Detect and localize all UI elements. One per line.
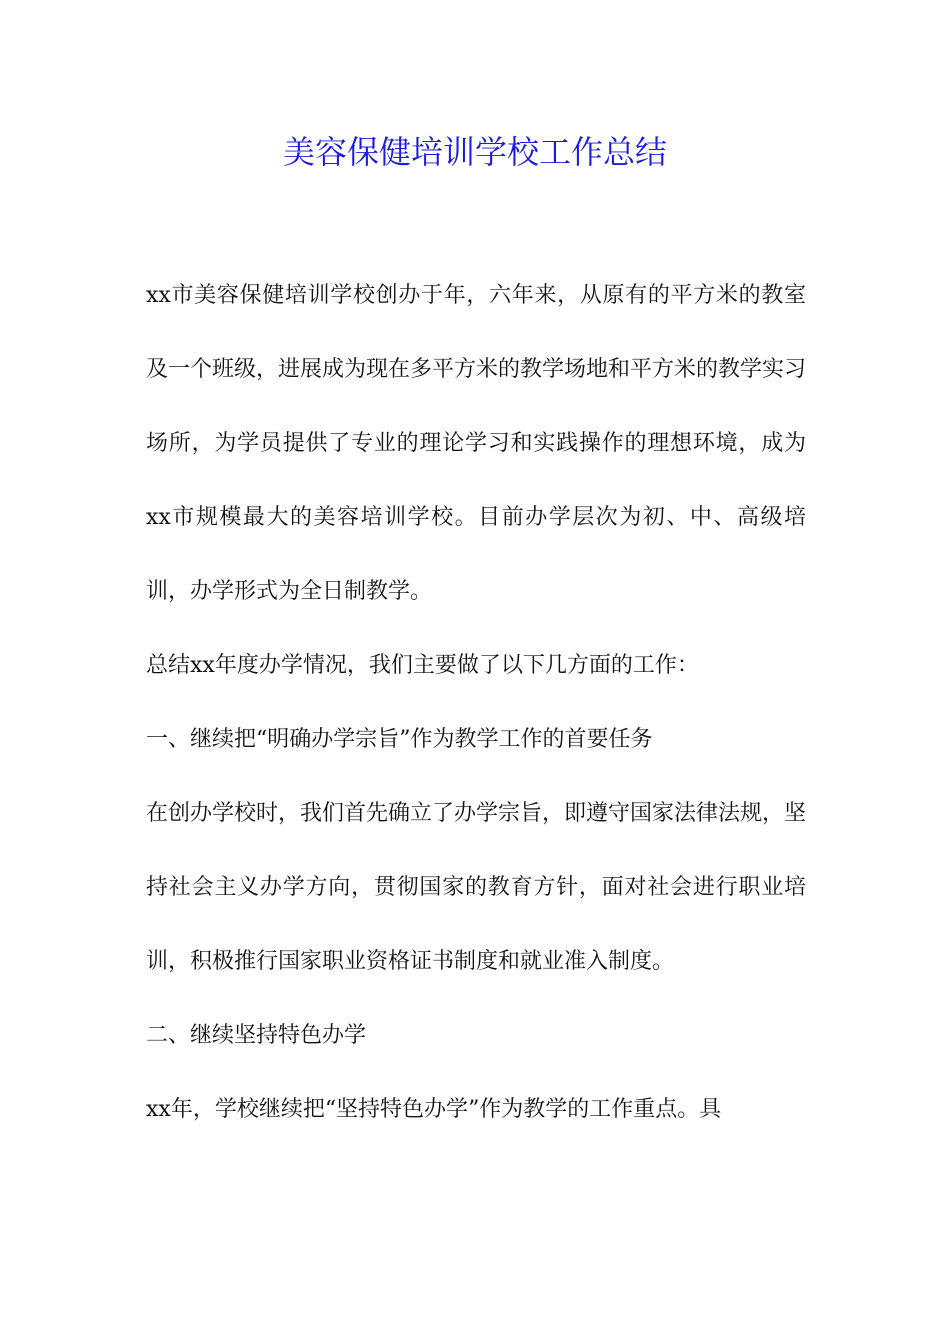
paragraph-summary: 总结xx年度办学情况，我们主要做了以下几方面的工作： <box>146 653 699 678</box>
paragraph-section-2: xx年，学校继续把“坚持特色办学”作为教学的工作重点。具 <box>146 1097 722 1122</box>
section-heading-2: 二、继续坚持特色办学 <box>146 1023 367 1048</box>
document-title: 美容保健培训学校工作总结 <box>282 133 667 171</box>
section-heading-1: 一、继续把“明确办学宗旨”作为教学工作的首要任务 <box>146 727 653 752</box>
paragraph-intro: xx市美容保健培训学校创办于年，六年来，从原有的平方米的教室及一个班级，进展成为现在多平方米的教学场地和平方米的教学实习场所，为学员提供了专业的理论学习和实践操作的理想环境，成为xx市规模最大的美容培训学校。目前办学层次为初、中、高级培训，办学形式为全日制教学。 <box>146 283 807 604</box>
document-body <box>146 259 806 1147</box>
paragraph-section-1: 在创办学校时，我们首先确立了办学宗旨，即遵守国家法律法规，坚持社会主义办学方向，贯彻国家的教育方针，面对社会进行职业培训，积极推行国家职业资格证书制度和就业准入制度。 <box>146 801 807 974</box>
